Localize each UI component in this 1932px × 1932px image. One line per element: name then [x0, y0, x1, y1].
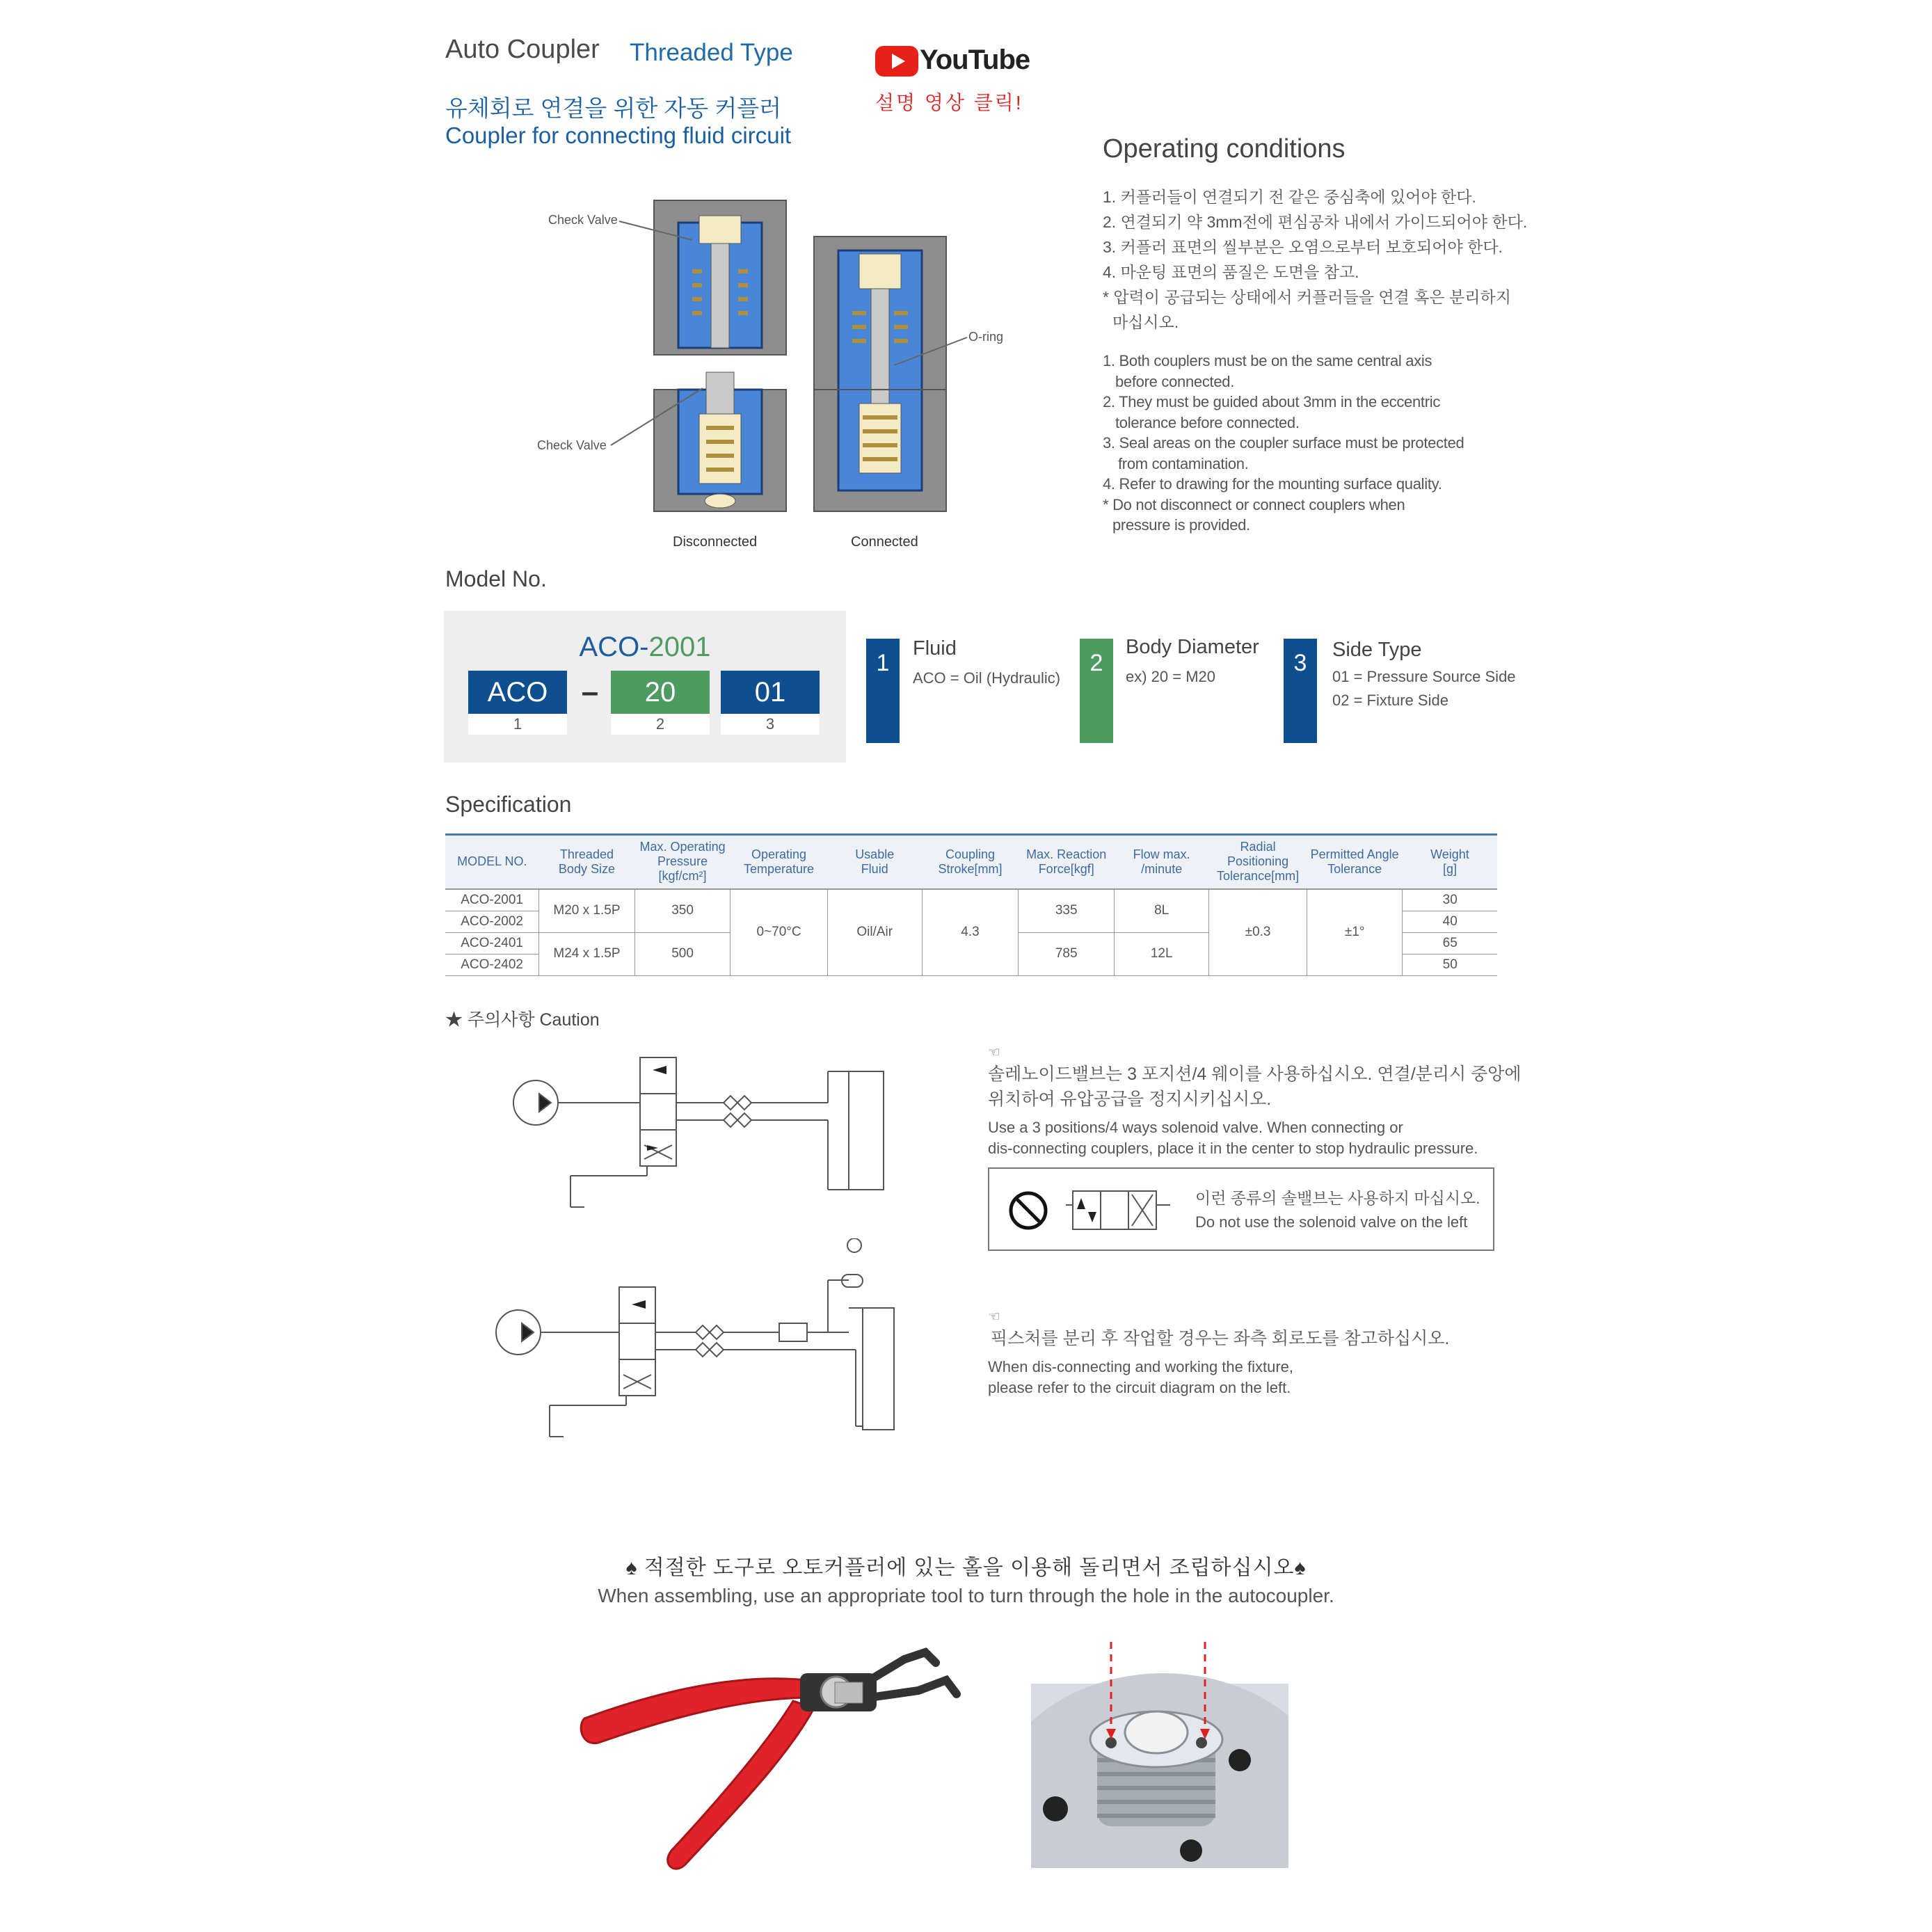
column-header: MODEL NO. [445, 835, 539, 889]
model-code-panel [444, 611, 846, 763]
legend-title-side-type: Side Type [1332, 639, 1422, 661]
warning-box [988, 1167, 1494, 1251]
cell-model: ACO-2402 [445, 954, 539, 975]
legend-desc: ACO = Oil (Hydraulic) [913, 669, 1061, 687]
legend-desc: ex) 20 = M20 [1126, 668, 1216, 685]
legend-number-badge: 3 [1284, 639, 1317, 743]
caution-title: ★ 주의사항 Caution [445, 1010, 600, 1030]
cell-weight: 50 [1403, 954, 1497, 975]
solenoid-valve-symbol [1066, 1184, 1170, 1238]
caution-line: 위치하여 유압공급을 정지시키십시오. [988, 1089, 1272, 1109]
legend-number-badge: 1 [866, 639, 900, 743]
hydraulic-circuit-diagram-2 [494, 1238, 911, 1440]
cell-weight: 40 [1403, 911, 1497, 932]
description-en: Coupler for connecting fluid circuit [445, 122, 792, 148]
caution-line: 솔레노이드밸브는 3 포지션/4 웨이를 사용하십시오. 연결/분리시 중앙에 [988, 1064, 1522, 1084]
label-disconnected: Disconnected [673, 534, 758, 550]
code-part-num: 2 [611, 714, 710, 735]
label-check-valve-bottom: Check Valve [537, 438, 607, 452]
caution-line: When dis-connecting and working the fixture, [988, 1358, 1294, 1375]
hand-pointer-icon: ☜ [988, 1045, 1000, 1060]
operating-conditions-en [1103, 351, 1590, 536]
condition-kr-line: 2. 연결되기 약 3mm전에 편심공차 내에서 가이드되어야 한다. [1103, 213, 1528, 231]
legend-desc: 01 = Pressure Source Side [1332, 668, 1516, 685]
specification-table [445, 833, 1497, 976]
legend-desc: 02 = Fixture Side [1332, 692, 1448, 709]
warning-text-en: Do not use the solenoid valve on the left [1195, 1213, 1468, 1231]
youtube-link[interactable] [875, 45, 1030, 78]
code-part-num: 1 [468, 714, 567, 735]
cell-model: ACO-2401 [445, 932, 539, 954]
cell-flow: 12L [1115, 932, 1209, 975]
cell-pressure: 500 [634, 932, 731, 975]
cell-model: ACO-2002 [445, 911, 539, 932]
autocoupler-photo [1031, 1642, 1288, 1868]
code-part-aco: ACO [468, 671, 567, 714]
legend-title-body-diameter: Body Diameter [1126, 636, 1259, 658]
cell-pressure: 350 [634, 889, 731, 933]
column-header: Weight [g] [1403, 835, 1497, 889]
cell-weight: 30 [1403, 889, 1497, 911]
label-check-valve-top: Check Valve [548, 213, 618, 227]
condition-en-line: * Do not disconnect or connect couplers when [1103, 495, 1405, 513]
cell-stroke: 4.3 [922, 889, 1019, 976]
coupler-cross-section-diagram [529, 195, 1016, 557]
assembly-instruction-kr: ♠ 적절한 도구로 오토커플러에 있는 홀을 이용해 돌리면서 조립하십시오♠ [625, 1556, 1307, 1579]
description-kr: 유체회로 연결을 위한 자동 커플러 [445, 95, 781, 121]
condition-kr-line: * 압력이 공급되는 상태에서 커플러들을 연결 혹은 분리하지 [1103, 288, 1511, 306]
condition-kr-line: 마십시오. [1112, 313, 1179, 331]
cell-body-size: M20 x 1.5P [539, 889, 635, 933]
condition-kr-line: 3. 커플러 표면의 씰부분은 오염으로부터 보호되어야 한다. [1103, 238, 1503, 256]
cell-weight: 65 [1403, 932, 1497, 954]
caution-line: Use a 3 positions/4 ways solenoid valve. When connecting or [988, 1119, 1403, 1136]
condition-en-line: 4. Refer to drawing for the mounting surface quality. [1103, 475, 1442, 493]
hydraulic-circuit-diagram-1 [508, 1051, 897, 1211]
youtube-caption[interactable]: 설명 영상 클릭! [875, 92, 1023, 113]
prohibited-icon [1007, 1190, 1049, 1231]
condition-kr-line: 4. 마운팅 표면의 품질은 도면을 참고. [1103, 263, 1359, 281]
column-header: Max. Operating Pressure [kgf/cm²] [634, 835, 731, 889]
column-header: Coupling Stroke[mm] [922, 835, 1019, 889]
caution-note-2-en [988, 1357, 1293, 1398]
label-connected: Connected [851, 534, 918, 550]
column-header: Usable Fluid [827, 835, 922, 889]
specification-title: Specification [445, 792, 572, 817]
cell-flow: 8L [1115, 889, 1209, 933]
column-header: Threaded Body Size [539, 835, 635, 889]
youtube-icon [875, 46, 918, 77]
caution-note-1-en [988, 1117, 1531, 1159]
assembly-instruction-en: When assembling, use an appropriate tool to turn through the hole in the autocoupler. [598, 1585, 1334, 1606]
code-part-side-type: 01 [721, 671, 820, 714]
warning-text-kr: 이런 종류의 솔밸브는 사용하지 마십시오. [1195, 1189, 1480, 1207]
condition-en-line: before connected. [1115, 372, 1235, 390]
column-header: Flow max. /minute [1115, 835, 1209, 889]
cell-reaction: 785 [1019, 932, 1115, 975]
hand-pointer-icon: ☜ [988, 1309, 1000, 1325]
legend-title-fluid: Fluid [913, 637, 957, 660]
legend-number-badge: 2 [1080, 639, 1113, 743]
condition-en-line: 2. They must be guided about 3mm in the eccentric [1103, 393, 1441, 410]
caution-line: dis-connecting couplers, place it in the center to stop hydraulic pressure. [988, 1140, 1478, 1157]
snap-ring-pliers-image [577, 1642, 967, 1878]
model-code-suffix: 2001 [648, 632, 711, 662]
caution-note-2-kr: 픽스처를 분리 후 작업할 경우는 좌측 회로도를 참고하십시오. [991, 1329, 1450, 1348]
code-part-num: 3 [721, 714, 820, 735]
condition-kr-line: 1. 커플러들이 연결되기 전 같은 중심축에 있어야 한다. [1103, 188, 1476, 206]
condition-en-line: from contamination. [1118, 454, 1249, 472]
column-header: Max. Reaction Force[kgf] [1019, 835, 1115, 889]
model-code-prefix: ACO- [579, 632, 649, 662]
condition-en-line: 3. Seal areas on the coupler surface must be protected [1103, 434, 1464, 452]
cell-reaction: 335 [1019, 889, 1115, 933]
model-no-title: Model No. [445, 566, 547, 591]
label-o-ring: O-ring [968, 330, 1004, 344]
caution-note-1-kr [988, 1062, 1531, 1112]
table-row [445, 889, 1497, 911]
model-code-example [444, 632, 846, 663]
product-subtitle: Threaded Type [630, 39, 793, 66]
cell-angle: ±1° [1307, 889, 1403, 976]
condition-en-line: 1. Both couplers must be on the same central axis [1103, 352, 1432, 369]
cell-fluid: Oil/Air [827, 889, 922, 976]
operating-conditions-title: Operating conditions [1103, 134, 1346, 163]
column-header: Radial Positioning Tolerance[mm] [1209, 835, 1307, 889]
cell-radial: ±0.3 [1209, 889, 1307, 976]
youtube-label: YouTube [920, 45, 1030, 75]
condition-en-line: pressure is provided. [1112, 516, 1250, 534]
code-dash: – [581, 675, 599, 709]
code-part-body-diameter: 20 [611, 671, 710, 714]
product-title: Auto Coupler [445, 35, 600, 64]
column-header: Permitted Angle Tolerance [1307, 835, 1403, 889]
column-header: Operating Temperature [731, 835, 827, 889]
cell-body-size: M24 x 1.5P [539, 932, 635, 975]
cell-temperature: 0~70°C [731, 889, 827, 976]
condition-en-line: tolerance before connected. [1115, 413, 1300, 431]
operating-conditions-kr [1103, 184, 1590, 335]
cell-model: ACO-2001 [445, 889, 539, 911]
caution-line: please refer to the circuit diagram on the left. [988, 1379, 1291, 1396]
